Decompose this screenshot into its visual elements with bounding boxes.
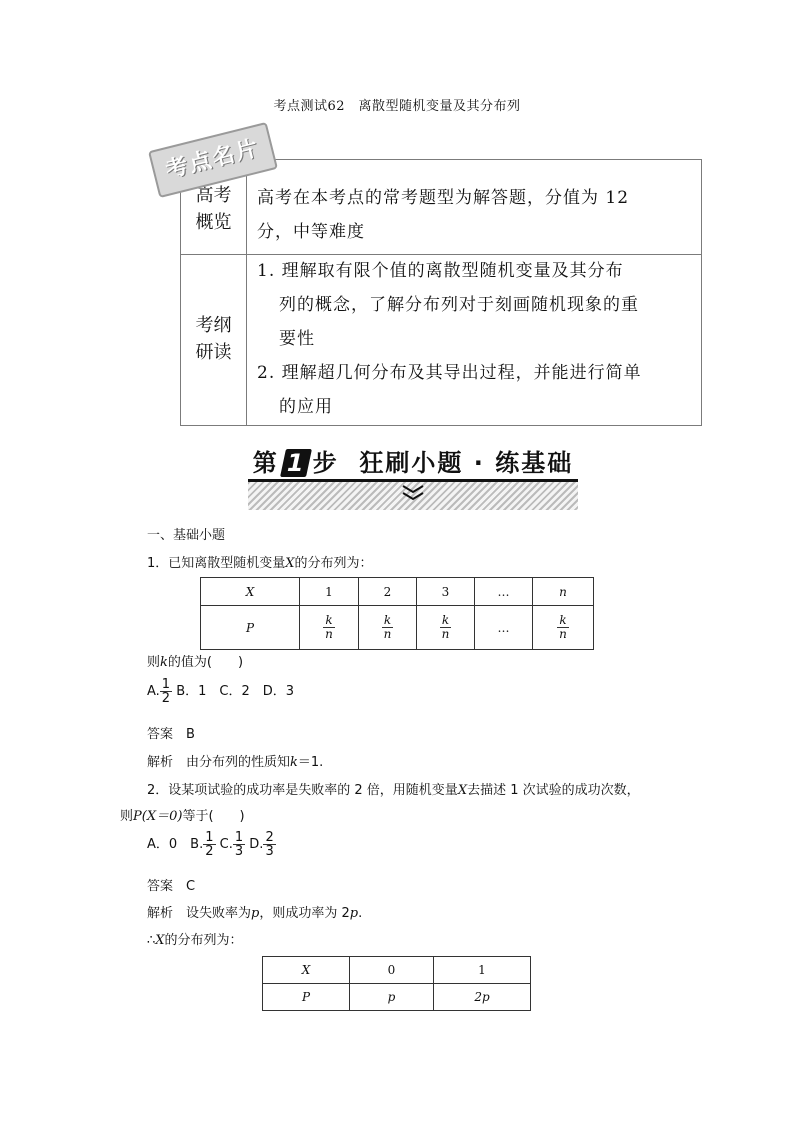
- card-row-label-syllabus: [181, 312, 246, 366]
- options-rest: B．1 C．2 D．3: [176, 684, 295, 699]
- q1-answer: 答案 B: [147, 727, 195, 742]
- content-line: 要性: [279, 329, 315, 349]
- q2-options: [147, 831, 276, 858]
- table-cell: 2p: [434, 984, 531, 1011]
- table-cell: P: [201, 606, 300, 650]
- q2-distribution-intro: [147, 929, 243, 948]
- table-cell: …: [475, 606, 533, 650]
- q2-stem-line2: [120, 805, 245, 824]
- table-cell: 1: [300, 578, 359, 606]
- analysis-text: ＝1.: [297, 755, 324, 770]
- banner-text: 狂刷小题 · 练基础: [359, 449, 574, 477]
- fraction-numerator: 1: [161, 677, 171, 692]
- fraction: [263, 831, 275, 858]
- fraction-numerator: 1: [205, 830, 214, 845]
- q1-variable: X: [285, 556, 295, 571]
- fraction-denominator: 2: [161, 691, 171, 706]
- analysis-text: ，则成功率为 2: [259, 906, 350, 921]
- content-line: 1. 理解取有限个值的离散型随机变量及其分布: [257, 261, 624, 281]
- q2-distribution-table: [262, 956, 531, 1011]
- table-cell: P: [263, 984, 350, 1011]
- q2-stem-text: 等于( ): [182, 809, 245, 824]
- double-chevron-down-icon: [400, 483, 426, 503]
- q2-variable: X: [155, 933, 165, 948]
- q1-stem-text: 的分布列为：: [294, 556, 373, 571]
- fraction: [160, 678, 172, 705]
- card-divider-vertical: [246, 160, 247, 425]
- analysis-variable: p: [251, 906, 260, 921]
- fraction-numerator: k: [382, 614, 394, 628]
- fraction-denominator: n: [325, 627, 333, 641]
- option-label: C.: [219, 837, 233, 852]
- analysis-variable: k: [290, 755, 298, 770]
- banner-step-number: 1: [280, 449, 312, 477]
- q1-ask-text: 的值为( ): [167, 655, 244, 670]
- q1-stem-text: 1．已知离散型随机变量: [147, 556, 286, 571]
- fraction-denominator: n: [559, 627, 567, 641]
- fraction: [557, 614, 569, 641]
- q1-ask: [147, 651, 243, 670]
- fraction: [233, 831, 245, 858]
- banner-title: [248, 443, 578, 478]
- fraction-denominator: n: [383, 627, 392, 641]
- q1-distribution-table: [200, 577, 594, 650]
- fraction-numerator: k: [557, 614, 569, 628]
- step-banner: [248, 443, 578, 511]
- exam-point-card: [180, 159, 702, 426]
- label-line: 概览: [195, 212, 232, 233]
- fraction: [323, 614, 335, 641]
- table-cell: 2: [359, 578, 417, 606]
- fraction-denominator: 2: [205, 844, 214, 859]
- q2-stem-text: 2．设某项试验的成功率是失败率的 2 倍，用随机变量: [147, 783, 458, 798]
- q1-stem: [147, 552, 373, 571]
- therefore-symbol: ∴: [147, 933, 156, 948]
- table-cell: X: [201, 578, 300, 606]
- q2-distribution-text: 的分布列为：: [164, 933, 243, 948]
- content-line: 分，中等难度: [257, 222, 365, 242]
- fraction-denominator: 3: [234, 844, 244, 859]
- analysis-text: 解析 设失败率为: [147, 906, 252, 921]
- section-heading: 一、基础小题: [147, 528, 226, 543]
- fraction-numerator: 1: [234, 830, 244, 845]
- option-label: D.: [249, 837, 264, 852]
- q2-variable: X: [457, 783, 468, 798]
- q1-options: [147, 678, 294, 705]
- analysis-text: 解析 由分布列的性质知: [147, 755, 291, 770]
- page-title: 考点测试62 离散型随机变量及其分布列: [273, 99, 521, 114]
- label-line: 考纲: [195, 315, 232, 336]
- fraction-numerator: k: [323, 614, 335, 628]
- q1-analysis: [147, 751, 323, 770]
- table-cell: …: [475, 578, 533, 606]
- card-row-content-overview: [257, 181, 629, 249]
- content-line: 列的概念，了解分布列对于刻画随机现象的重: [279, 295, 639, 315]
- fraction: [382, 614, 394, 641]
- table-cell: 0: [350, 957, 434, 984]
- fraction-numerator: 2: [265, 830, 274, 845]
- banner-prefix: 第: [252, 449, 279, 477]
- q2-probability-expr: P(X＝0): [133, 809, 183, 824]
- q2-stem-text: 去描述 1 次试验的成功次数，: [467, 783, 640, 798]
- table-cell: [533, 606, 594, 650]
- fraction: [440, 614, 452, 641]
- table-cell: [417, 606, 475, 650]
- exam-point-stamp: 考点名片: [148, 122, 278, 198]
- table-cell: X: [263, 957, 350, 984]
- q1-ask-variable: k: [160, 655, 168, 670]
- table-cell: 1: [434, 957, 531, 984]
- content-line: 高考在本考点的常考题型为解答题，分值为 12: [257, 188, 630, 208]
- content-line: 2. 理解超几何分布及其导出过程，并能进行简单: [257, 363, 642, 383]
- q2-answer: 答案 C: [147, 879, 196, 894]
- q2-stem: [147, 779, 640, 798]
- table-cell: [300, 606, 359, 650]
- fraction-denominator: n: [441, 627, 450, 641]
- table-cell: [359, 606, 417, 650]
- content-line: 的应用: [279, 397, 333, 417]
- fraction-numerator: k: [440, 614, 452, 628]
- label-line: 研读: [195, 342, 232, 363]
- analysis-text: .: [358, 906, 363, 921]
- q1-ask-text: 则: [147, 655, 161, 670]
- q2-analysis: [147, 902, 362, 921]
- card-row-content-syllabus: [257, 254, 642, 424]
- table-cell: p: [350, 984, 434, 1011]
- table-cell: n: [533, 578, 594, 606]
- fraction-denominator: 3: [265, 844, 274, 859]
- option-label: A.: [147, 684, 160, 699]
- label-line: 高考: [195, 185, 232, 206]
- fraction: [203, 831, 215, 858]
- banner-suffix: 步: [312, 449, 339, 477]
- analysis-variable: p: [349, 906, 359, 921]
- table-cell: 3: [417, 578, 475, 606]
- q2-stem-text: 则: [120, 809, 134, 824]
- option-label: A．0 B.: [147, 837, 204, 852]
